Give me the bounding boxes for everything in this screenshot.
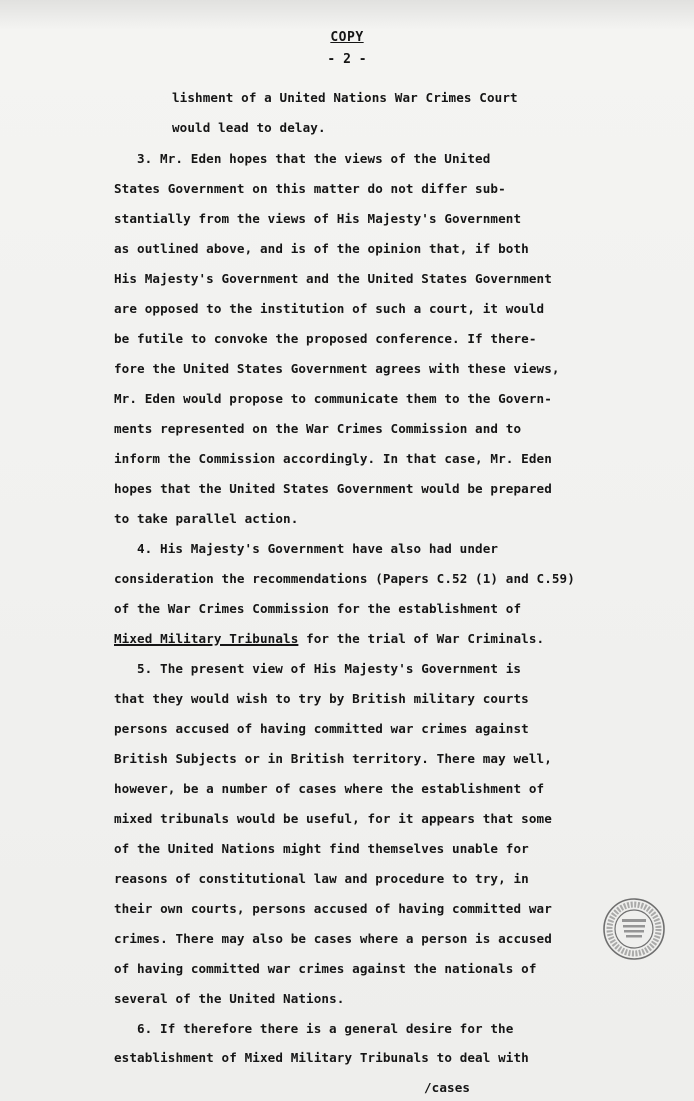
body-line: lishment of a United Nations War Crimes Court (172, 90, 518, 105)
body-line: their own courts, persons accused of having committed war (114, 901, 552, 916)
body-line: His Majesty's Government and the United States Government (114, 271, 552, 286)
body-line: States Government on this matter do not differ sub- (114, 181, 506, 196)
body-line-with-underline (114, 631, 544, 646)
body-line: of the War Crimes Commission for the establishment of (114, 601, 522, 616)
body-line: as outlined above, and is of the opinion that, if both (114, 241, 529, 256)
body-line: inform the Commission accordingly. In that case, Mr. Eden (114, 451, 552, 466)
body-line: hopes that the United States Government would be prepared (114, 481, 552, 496)
body-line: fore the United States Government agrees with these views, (114, 361, 560, 376)
body-line: be futile to convoke the proposed conference. If there- (114, 331, 537, 346)
catchword: /cases (424, 1080, 471, 1095)
body-line: persons accused of having committed war crimes against (114, 721, 529, 736)
underlined-phrase: Mixed Military Tribunals (114, 631, 299, 646)
paragraph-6-start: 6. If therefore there is a general desire for the (137, 1021, 514, 1036)
body-line: establishment of Mixed Military Tribunals to deal with (114, 1050, 529, 1065)
copy-label: COPY (330, 30, 364, 45)
body-line: mixed tribunals would be useful, for it appears that some (114, 811, 552, 826)
body-line: of the United Nations might find themselves unable for (114, 841, 529, 856)
body-line: ments represented on the War Crimes Commission and to (114, 421, 522, 436)
line-remainder: for the trial of War Criminals. (306, 631, 545, 646)
paragraph-3-start: 3. Mr. Eden hopes that the views of the United (137, 151, 491, 166)
body-line: stantially from the views of His Majesty's Government (114, 211, 522, 226)
paragraph-5-start: 5. The present view of His Majesty's Government is (137, 661, 522, 676)
library-seal-icon (602, 897, 666, 961)
body-line: crimes. There may also be cases where a person is accused (114, 931, 552, 946)
body-line: Mr. Eden would propose to communicate them to the Govern- (114, 391, 552, 406)
page-number: - 2 - (327, 52, 367, 67)
body-line: consideration the recommendations (Papers C.52 (1) and C.59) (114, 571, 575, 586)
body-line: are opposed to the institution of such a court, it would (114, 301, 545, 316)
body-line: that they would wish to try by British military courts (114, 691, 529, 706)
body-line: of having committed war crimes against the nationals of (114, 961, 537, 976)
body-line: however, be a number of cases where the establishment of (114, 781, 545, 796)
body-line: would lead to delay. (172, 120, 326, 135)
body-line: to take parallel action. (114, 511, 299, 526)
body-line: British Subjects or in British territory. There may well, (114, 751, 552, 766)
body-line: reasons of constitutional law and procedure to try, in (114, 871, 529, 886)
body-line: several of the United Nations. (114, 991, 345, 1006)
paragraph-4-start: 4. His Majesty's Government have also had under (137, 541, 499, 556)
